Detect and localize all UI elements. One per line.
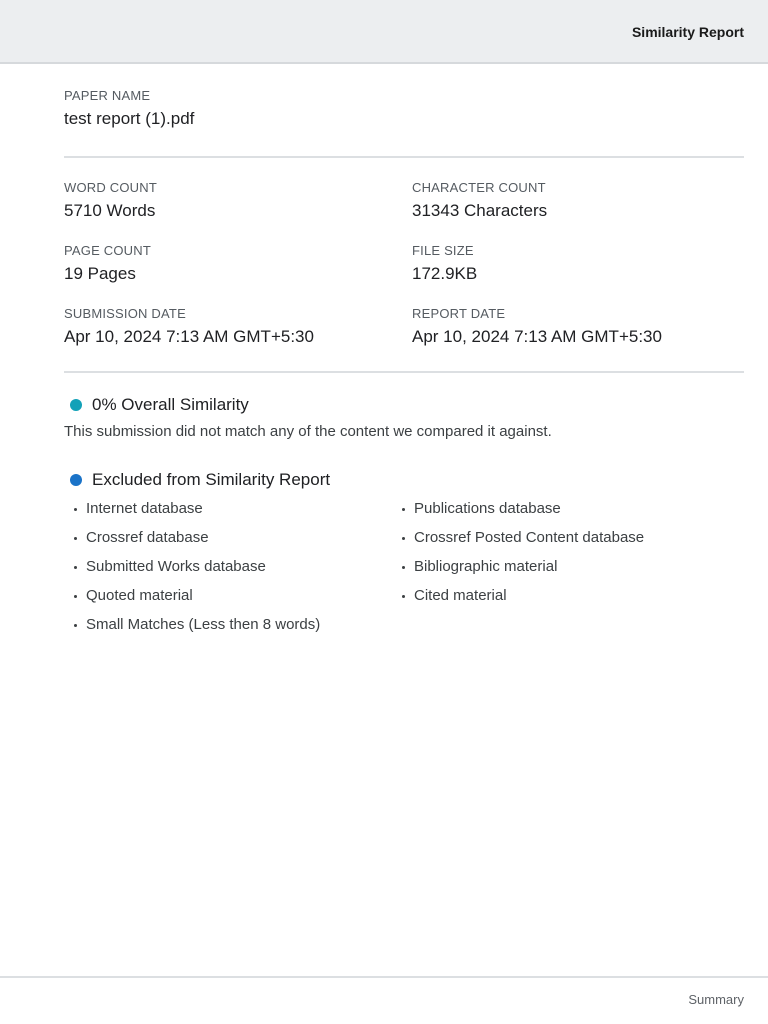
list-item: Bibliographic material xyxy=(402,558,744,576)
paper-name-value: test report (1).pdf xyxy=(64,109,195,128)
list-item: Crossref database xyxy=(64,529,402,547)
report-content xyxy=(64,64,744,645)
file-size-value: 172.9KB xyxy=(412,264,478,283)
excluded-list-right xyxy=(402,500,744,645)
similarity-dot-icon xyxy=(70,399,82,411)
report-date-label: REPORT DATE xyxy=(412,306,506,321)
word-count-label: WORD COUNT xyxy=(64,180,157,195)
excluded-title: Excluded from Similarity Report xyxy=(92,470,331,489)
overall-similarity-heading xyxy=(64,395,744,415)
report-date-value: Apr 10, 2024 7:13 AM GMT+5:30 xyxy=(412,327,662,346)
submission-date-field xyxy=(64,306,412,347)
page-count-field xyxy=(64,243,412,284)
excluded-dot-icon xyxy=(70,474,82,486)
overall-similarity-section xyxy=(64,373,744,440)
list-item: Internet database xyxy=(64,500,402,518)
stats-grid xyxy=(64,158,744,371)
excluded-list-left xyxy=(64,500,402,645)
footer-summary-label: Summary xyxy=(688,992,744,1007)
excluded-section xyxy=(64,440,744,645)
overall-similarity-description: This submission did not match any of the content we compared it against. xyxy=(64,423,552,440)
word-count-value: 5710 Words xyxy=(64,201,156,220)
header-bar xyxy=(0,0,768,64)
footer-divider xyxy=(0,976,768,978)
list-item: Small Matches (Less then 8 words) xyxy=(64,616,402,634)
word-count-field xyxy=(64,180,412,221)
overall-similarity-title: 0% Overall Similarity xyxy=(92,395,249,414)
paper-name-section xyxy=(64,64,744,156)
submission-date-label: SUBMISSION DATE xyxy=(64,306,186,321)
submission-date-value: Apr 10, 2024 7:13 AM GMT+5:30 xyxy=(64,327,314,346)
list-item: Crossref Posted Content database xyxy=(402,529,744,547)
list-item: Publications database xyxy=(402,500,744,518)
file-size-field xyxy=(412,243,744,284)
list-item: Quoted material xyxy=(64,587,402,605)
page-count-label: PAGE COUNT xyxy=(64,243,151,258)
character-count-field xyxy=(412,180,744,221)
list-item: Cited material xyxy=(402,587,744,605)
report-date-field xyxy=(412,306,744,347)
excluded-heading xyxy=(64,470,744,490)
file-size-label: FILE SIZE xyxy=(412,243,474,258)
page-count-value: 19 Pages xyxy=(64,264,136,283)
excluded-columns xyxy=(64,500,744,645)
character-count-value: 31343 Characters xyxy=(412,201,548,220)
character-count-label: CHARACTER COUNT xyxy=(412,180,546,195)
list-item: Submitted Works database xyxy=(64,558,402,576)
paper-name-label: PAPER NAME xyxy=(64,88,151,103)
report-title: Similarity Report xyxy=(631,24,744,40)
